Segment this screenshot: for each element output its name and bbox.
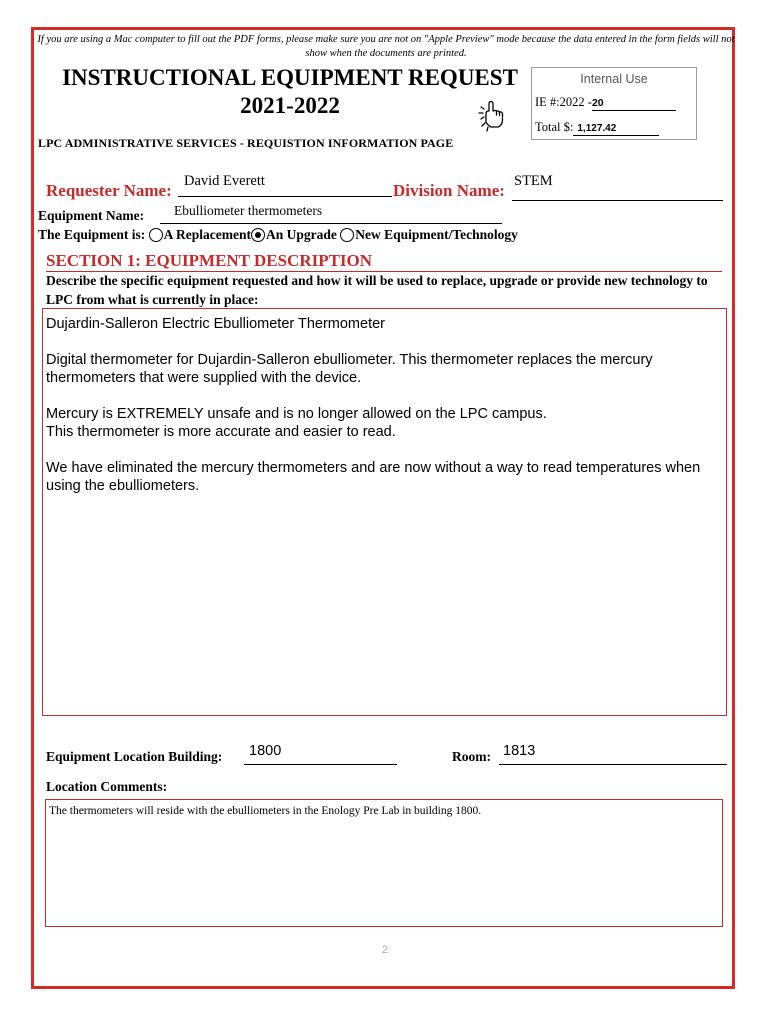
- title-line-1: INSTRUCTIONAL EQUIPMENT REQUEST: [62, 65, 518, 90]
- equipment-name-value: Ebulliometer thermometers: [174, 203, 323, 218]
- ie-number-value: 20: [591, 97, 604, 109]
- description-paragraph: Digital thermometer for Dujardin-Salleron ebulliometer. This thermometer replaces the mercury thermometers that were supplied with the device.: [46, 352, 653, 386]
- equipment-name-label: Equipment Name:: [38, 208, 145, 223]
- equipment-description-textarea[interactable]: [42, 308, 727, 716]
- page-title: [50, 64, 530, 120]
- description-paragraph: Dujardin-Salleron Electric Ebulliometer Thermometer: [46, 316, 386, 332]
- division-field[interactable]: [512, 172, 723, 201]
- location-comments-value: The thermometers will reside with the ebulliometers in the Enology Pre Lab in building 1800.: [49, 805, 482, 817]
- description-paragraph: Mercury is EXTREMELY unsafe and is no longer allowed on the LPC campus. This thermometer is more accurate and easier to read.: [46, 406, 547, 440]
- requester-label: Requester Name:: [46, 181, 172, 200]
- location-comments-label: Location Comments:: [46, 779, 168, 794]
- total-row: [535, 120, 659, 136]
- section-1-heading: SECTION 1: EQUIPMENT DESCRIPTION: [46, 250, 722, 272]
- title-line-2: 2021-2022: [240, 93, 340, 118]
- internal-use-header: Internal Use: [580, 72, 648, 86]
- mac-notice: If you are using a Mac computer to fill out the PDF forms, please make sure you are not on "Apple Preview" mode because the data entered in the form fields will not show when the documents are printed.: [37, 34, 735, 59]
- option-new-equipment-label: New Equipment/Technology: [355, 227, 518, 242]
- description-paragraph: We have eliminated the mercury thermometers and are now without a way to read temperatures when using the ebulliometers.: [46, 460, 701, 494]
- room-value: 1813: [503, 743, 536, 759]
- total-value: 1,127.42: [577, 123, 617, 134]
- room-label: Room:: [452, 749, 491, 764]
- page-subtitle: LPC ADMINISTRATIVE SERVICES - REQUISTION INFORMATION PAGE: [38, 136, 454, 150]
- equipment-name-field[interactable]: [160, 202, 502, 224]
- radio-upgrade[interactable]: [251, 228, 265, 242]
- division-value: STEM: [514, 173, 553, 189]
- requester-value: David Everett: [184, 173, 265, 189]
- ie-number-field[interactable]: [592, 95, 676, 111]
- equipment-type-row: [38, 227, 518, 243]
- equipment-type-label: The Equipment is:: [38, 227, 146, 242]
- description-prompt: Describe the specific equipment requested and how it will be used to replace, upgrade or provide new technology to LPC from what is currently in place:: [46, 273, 708, 307]
- ie-number-row: [535, 95, 676, 111]
- total-label: Total $:: [535, 120, 574, 134]
- building-label: Equipment Location Building:: [46, 749, 223, 764]
- option-replacement-label: A Replacement: [163, 227, 252, 242]
- total-field[interactable]: [573, 120, 659, 136]
- radio-replacement[interactable]: [149, 228, 163, 242]
- ie-label: IE #:2022 -: [535, 95, 592, 109]
- radio-new-equipment[interactable]: [340, 228, 354, 242]
- page-number: 2: [381, 944, 389, 956]
- division-label: Division Name:: [393, 181, 505, 200]
- room-field[interactable]: [499, 742, 727, 765]
- building-field[interactable]: [244, 742, 397, 765]
- requester-field[interactable]: [178, 172, 392, 197]
- building-value: 1800: [249, 743, 282, 759]
- option-upgrade-label: An Upgrade: [266, 227, 337, 242]
- pointing-hand-icon: [472, 98, 508, 134]
- location-comments-textarea[interactable]: [45, 799, 723, 927]
